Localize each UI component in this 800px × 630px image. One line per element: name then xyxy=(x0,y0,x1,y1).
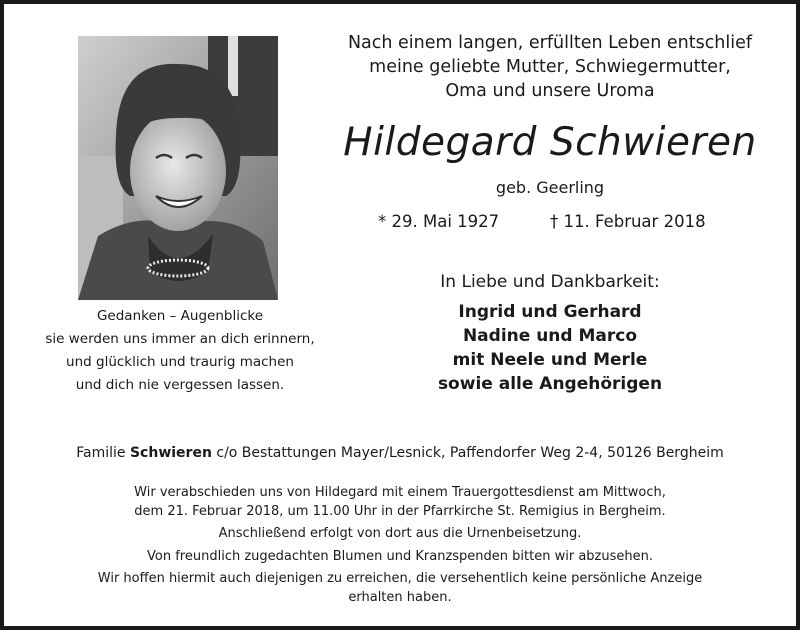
address-family: Schwieren xyxy=(129,445,212,461)
burial-info xyxy=(0,525,800,544)
intro-line: Oma und unsere Uroma xyxy=(445,81,655,101)
mourner-line: Nadine und Marco xyxy=(462,326,638,346)
intro-line: meine geliebte Mutter, Schwiegermutter, xyxy=(369,57,731,77)
service-info xyxy=(0,484,800,521)
burial-info-line: Anschließend erfolgt von dort aus die Urnenbeisetzung. xyxy=(218,526,582,541)
address-rest: c/o Bestattungen Mayer/Lesnick, Paffendorfer Weg 2-4, 50126 Bergheim xyxy=(211,445,724,461)
birth-date: * 29. Mai 1927 xyxy=(378,212,500,231)
mourner-line: Ingrid und Gerhard xyxy=(458,302,642,322)
mourners-heading: In Liebe und Dankbarkeit: xyxy=(440,272,660,292)
service-info-line: Wir verabschieden uns von Hildegard mit einem Trauergottesdienst am Mittwoch, xyxy=(134,485,666,500)
poem-line: und dich nie vergessen lassen. xyxy=(75,377,285,393)
mourner-line: sowie alle Angehörigen xyxy=(437,374,663,394)
closing-note-line: erhalten haben. xyxy=(348,589,452,605)
service-notes xyxy=(0,484,800,611)
contact-address xyxy=(0,445,800,461)
death-date: † 11. Februar 2018 xyxy=(550,212,706,231)
poem-line: und glücklich und traurig machen xyxy=(66,354,294,370)
memorial-poem xyxy=(30,305,330,397)
portrait-illustration xyxy=(78,36,278,300)
poem-line: sie werden uns immer an dich erinnern, xyxy=(45,331,315,347)
portrait-photo xyxy=(78,36,278,300)
deceased-name: Hildegard Schwieren xyxy=(343,120,757,165)
maiden-name: geb. Geerling xyxy=(495,178,605,197)
mourners-list xyxy=(330,300,770,396)
service-info-line: dem 21. Februar 2018, um 11.00 Uhr in der Pfarrkirche St. Remigius in Bergheim. xyxy=(134,503,666,519)
poem-line: Gedanken – Augenblicke xyxy=(96,308,264,324)
closing-note-line: Wir hoffen hiermit auch diejenigen zu erreichen, die versehentlich keine persönliche Anzeige xyxy=(97,571,703,586)
intro-line: Nach einem langen, erfüllten Leben entschlief xyxy=(347,33,753,53)
flowers-note xyxy=(0,548,800,567)
mourner-line: mit Neele und Merle xyxy=(452,350,648,370)
address-prefix: Familie xyxy=(76,445,130,461)
flowers-note-line: Von freundlich zugedachten Blumen und Kranzspenden bitten wir abzusehen. xyxy=(147,548,653,564)
announcement-intro xyxy=(330,31,770,103)
closing-note xyxy=(0,570,800,607)
